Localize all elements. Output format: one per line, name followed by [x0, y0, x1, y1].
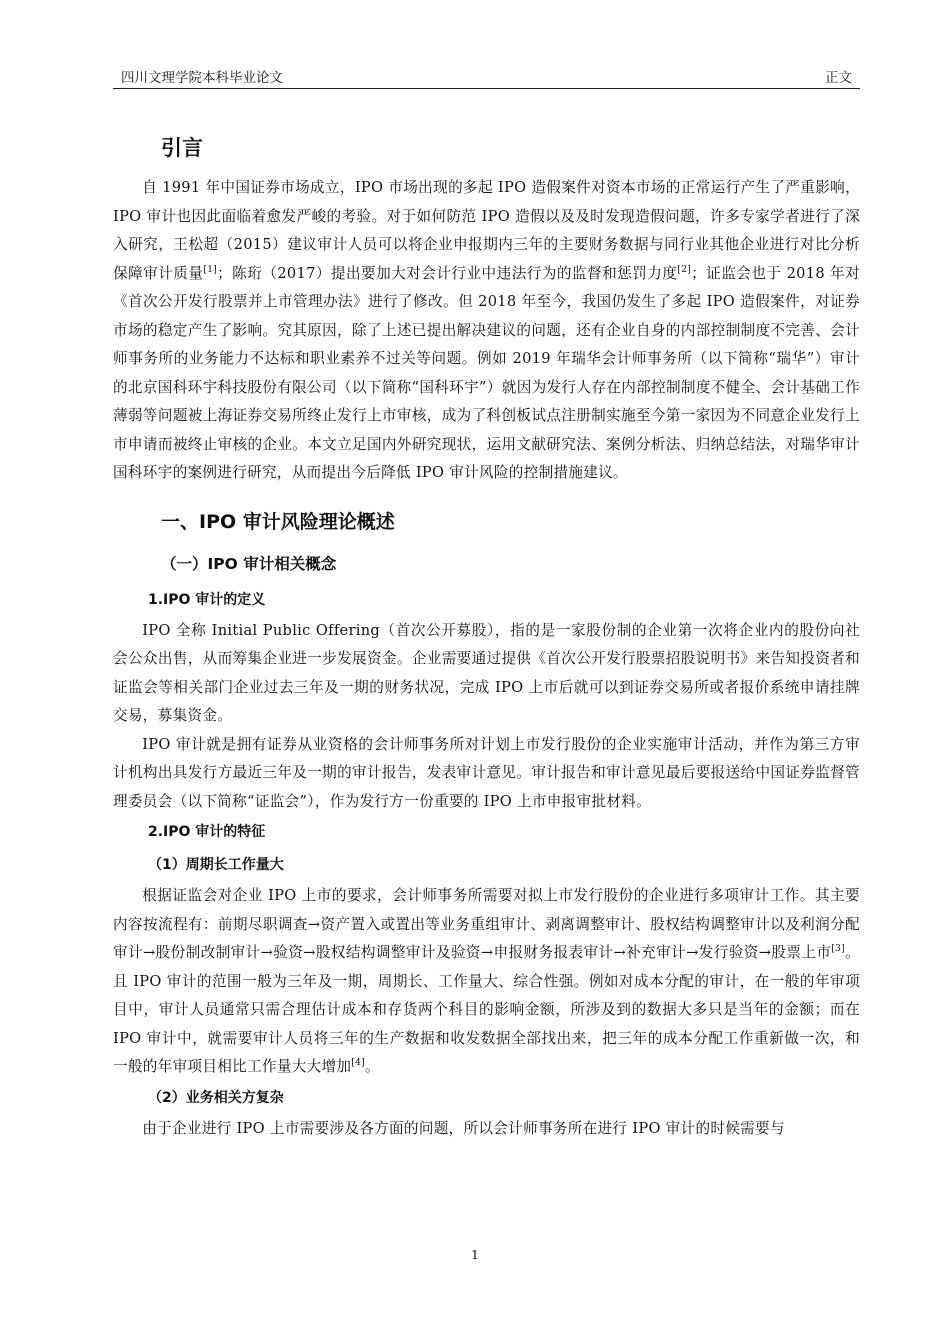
feature-1-text-b: 。且 IPO 审计的范围一般为三年及一期，周期长、工作量大、综合性强。例如对成本分配的审计，在一般的年审项目中，审计人员通常只需合理估计成本和存货两个科目的影响金额，所涉及到的数据大多只是当年的金额；而在 IPO 审计中，就需要审计人员将三年的生产数据和收发数据全部找出来，把三年的成本分配工作重新做一次，和一般的年审项目相比工作量大大增加	[113, 944, 860, 1075]
feature-1-text-a: 根据证监会对企业 IPO 上市的要求，会计师事务所需要对拟上市发行股份的企业进行多项审计工作。其主要内容按流程有：前期尽职调查→资产置入或置出等业务重组审计、剥离调整审计、股权结构调整审计以及利润分配审计→股份制改制审计→验资→股权结构调整审计及验资→申报财务报表审计→补充审计→发行验资→股票上市	[113, 887, 860, 961]
page-header	[113, 66, 860, 89]
intro-text-b: ；陈珩（2017）提出要加大对会计行业中违法行为的监督和惩罚力度	[217, 264, 678, 282]
definition-paragraph-1: IPO 全称 Initial Public Offering（首次公开募股），指的是一家股份制的企业第一次将企业内的股份向社会公众出售，从而筹集企业进一步发展资金。企业需要通过提供《首次公开发行股票招股说明书》来告知投资者和证监会等相关部门企业过去三年及一期的财务状况，完成 IPO 上市后就可以到证券交易所或者报价系统申请挂牌交易，募集资金。	[113, 621, 860, 724]
feature-1-text-c: 。	[364, 1058, 380, 1075]
feature-2-paragraph: 由于企业进行 IPO 上市需要涉及各方面的问题，所以会计师事务所在进行 IPO 审计的时候需要与	[142, 1119, 785, 1137]
subsection-1-heading: （一）IPO 审计相关概念	[161, 554, 337, 573]
page-number: 1	[471, 1247, 479, 1262]
intro-heading: 引言	[161, 136, 203, 160]
features-heading: 2.IPO 审计的特征	[148, 824, 266, 840]
intro-paragraph	[113, 174, 860, 488]
definition-heading: 1.IPO 审计的定义	[148, 591, 266, 608]
definition-paragraph-2: IPO 审计就是拥有证券从业资格的会计师事务所对计划上市发行股份的企业实施审计活动，并作为第三方审计机构出具发行方最近三年及一期的审计报告，发表审计意见。审计报告和审计意见最后要报送给中国证券监督管理委员会（以下简称“证监会”），作为发行方一份重要的 IPO 上市申报审批材料。	[113, 735, 860, 810]
header-section-label: 正文	[825, 70, 852, 86]
feature-2-heading: （2）业务相关方复杂	[148, 1089, 284, 1106]
main-content	[113, 120, 860, 1143]
citation-3: [3]	[831, 944, 845, 954]
feature-1-paragraph	[113, 882, 860, 1082]
citation-1: [1]	[203, 264, 218, 275]
section-1-heading: 一、IPO 审计风险理论概述	[161, 510, 395, 533]
citation-2: [2]	[677, 264, 692, 275]
header-school-title: 四川文理学院本科毕业论文	[121, 70, 283, 86]
citation-4: [4]	[351, 1058, 365, 1068]
feature-1-heading: （1）周期长工作量大	[148, 857, 284, 873]
intro-text-a: 自 1991 年中国证券市场成立，IPO 市场出现的多起 IPO 造假案件对资本市场的正常运行产生了严重影响，IPO 审计也因此面临着愈发严峻的考验。对于如何防范 IPO 造假以及及时发现造假问题，许多专家学者进行了深入研究，王松超（2015）建议审计人员可以将企业申报期内三年的主要财务数据与同行业其他企业进行对比分析保障审计质量	[113, 179, 860, 282]
intro-text-c: ；证监会也于 2018 年对《首次公开发行股票并上市管理办法》进行了修改。但 2018 年至今，我国仍发生了多起 IPO 造假案件，对证券市场的稳定产生了影响。究其原因，除了上述已提出解决建议的问题，还有企业自身的内部控制制度不完善、会计师事务所的业务能力不达标和职业素养不过关等问题。例如 2019 年瑞华会计师事务所（以下简称“瑞华”）审计的北京国科环宇科技股份有限公司（以下简称“国科环宇”）就因为发行人存在内部控制制度不健全、会计基础工作薄弱等问题被上海证券交易所终止发行上市审核，成为了科创板试点注册制实施至今第一家因为不同意企业发行上市申请而被终止审核的企业。本文立足国内外研究现状，运用文献研究法、案例分析法、归纳总结法，对瑞华审计国科环宇的案例进行研究，从而提出今后降低 IPO 审计风险的控制措施建议。	[113, 264, 860, 481]
